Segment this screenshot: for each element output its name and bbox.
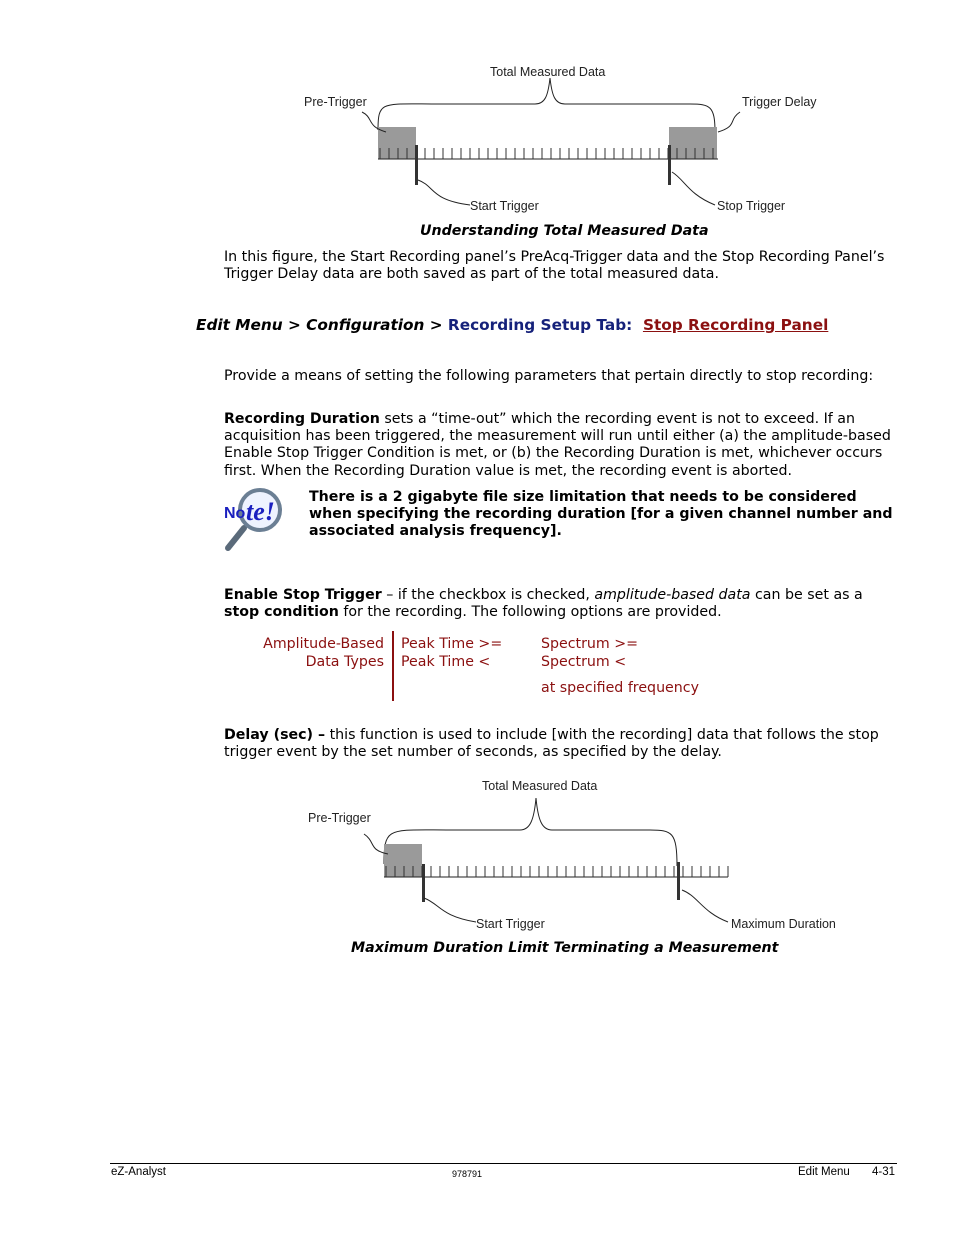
max-duration-marker (677, 862, 680, 900)
start-trigger-marker-2 (422, 864, 425, 902)
pre-trigger-region (378, 127, 416, 159)
figure-caption-1: Understanding Total Measured Data (420, 223, 709, 239)
footer-page-number: 4-31 (872, 1166, 896, 1178)
timeline-ticks-2 (386, 866, 728, 877)
intro-paragraph: In this figure, the Start Recording panel’s PreAcq-Trigger data and the Stop Recording Panel’s Trigger Delay data are both saved as part of the total measured data. (224, 249, 885, 283)
timeline-ticks (380, 148, 713, 159)
figure-caption-2: Maximum Duration Limit Terminating a Measurement (351, 940, 779, 956)
recording-duration-term: Recording Duration (224, 411, 380, 427)
footer-product: eZ-Analyst (111, 1166, 166, 1178)
start-trigger-marker (415, 145, 418, 185)
label-start-trigger: Start Trigger (470, 199, 539, 213)
figure-maximum-duration (300, 774, 860, 939)
footer-section: Edit Menu (798, 1166, 850, 1178)
options-col-peak-time: Peak Time >= Peak Time < (401, 636, 503, 670)
recording-duration-text: sets a “time-out” which the recording event is not to exceed. If an acquisition has been triggered, the measurement will run until either (a) the amplitude-based Enable Stop Trigger Condition is met, or (b) the Recording Duration is met, whichever occurs first. When the Recording Duration value is met, the recording event is aborted. (224, 411, 891, 479)
provide-paragraph: Provide a means of setting the following parameters that pertain directly to stop recording: (224, 368, 874, 384)
total-data-brace (378, 78, 715, 132)
stop-trigger-marker (668, 145, 671, 185)
stop-recording-panel-link[interactable]: Stop Recording Panel (642, 316, 829, 334)
label-stop-trigger: Stop Trigger (717, 199, 786, 213)
note-magnifier-icon (222, 488, 288, 554)
section-heading (196, 316, 828, 334)
label-start-trigger-2: Start Trigger (476, 917, 545, 931)
label-pre-trigger-2: Pre-Trigger (308, 811, 371, 825)
label-pre-trigger: Pre-Trigger (304, 95, 367, 109)
figure-total-measured-data (290, 60, 850, 220)
note-text: There is a 2 gigabyte file size limitation that needs to be considered when specifying the recording duration [for a given channel number and associated analysis frequency]. (309, 489, 893, 540)
recording-duration-paragraph (224, 411, 896, 480)
trigger-delay-region (669, 127, 717, 159)
footer-doc-number: 978791 (452, 1169, 483, 1179)
enable-stop-trigger-paragraph: Enable Stop Trigger – if the checkbox is checked, amplitude-based data can be set as a stop condition for the recording. The following options are provided. (224, 587, 863, 621)
footer-rule (110, 1163, 897, 1164)
delay-paragraph: Delay (sec) – this function is used to include [with the recording] data that follows the stop trigger event by the set number of seconds, as specified by the delay. (224, 727, 879, 761)
pre-trigger-region-2 (384, 844, 422, 877)
svg-text:No: No (224, 505, 246, 522)
options-divider (392, 631, 394, 701)
enable-stop-trigger-term: Enable Stop Trigger (224, 587, 382, 603)
label-trigger-delay: Trigger Delay (742, 95, 817, 109)
total-data-brace-2 (384, 798, 677, 866)
options-col-spectrum: Spectrum >= Spectrum < at specified frequency (541, 636, 699, 696)
delay-term: Delay (sec) – (224, 727, 326, 743)
heading-tab: Recording Setup Tab: (447, 316, 633, 334)
svg-text:te!: te! (246, 497, 275, 526)
label-total-measured-data-2: Total Measured Data (482, 779, 598, 793)
heading-path: Edit Menu > Configuration > (196, 316, 448, 334)
label-maximum-duration: Maximum Duration (731, 917, 836, 931)
label-total-measured-data: Total Measured Data (490, 65, 606, 79)
options-col-data-types: Amplitude-Based Data Types (263, 636, 384, 670)
